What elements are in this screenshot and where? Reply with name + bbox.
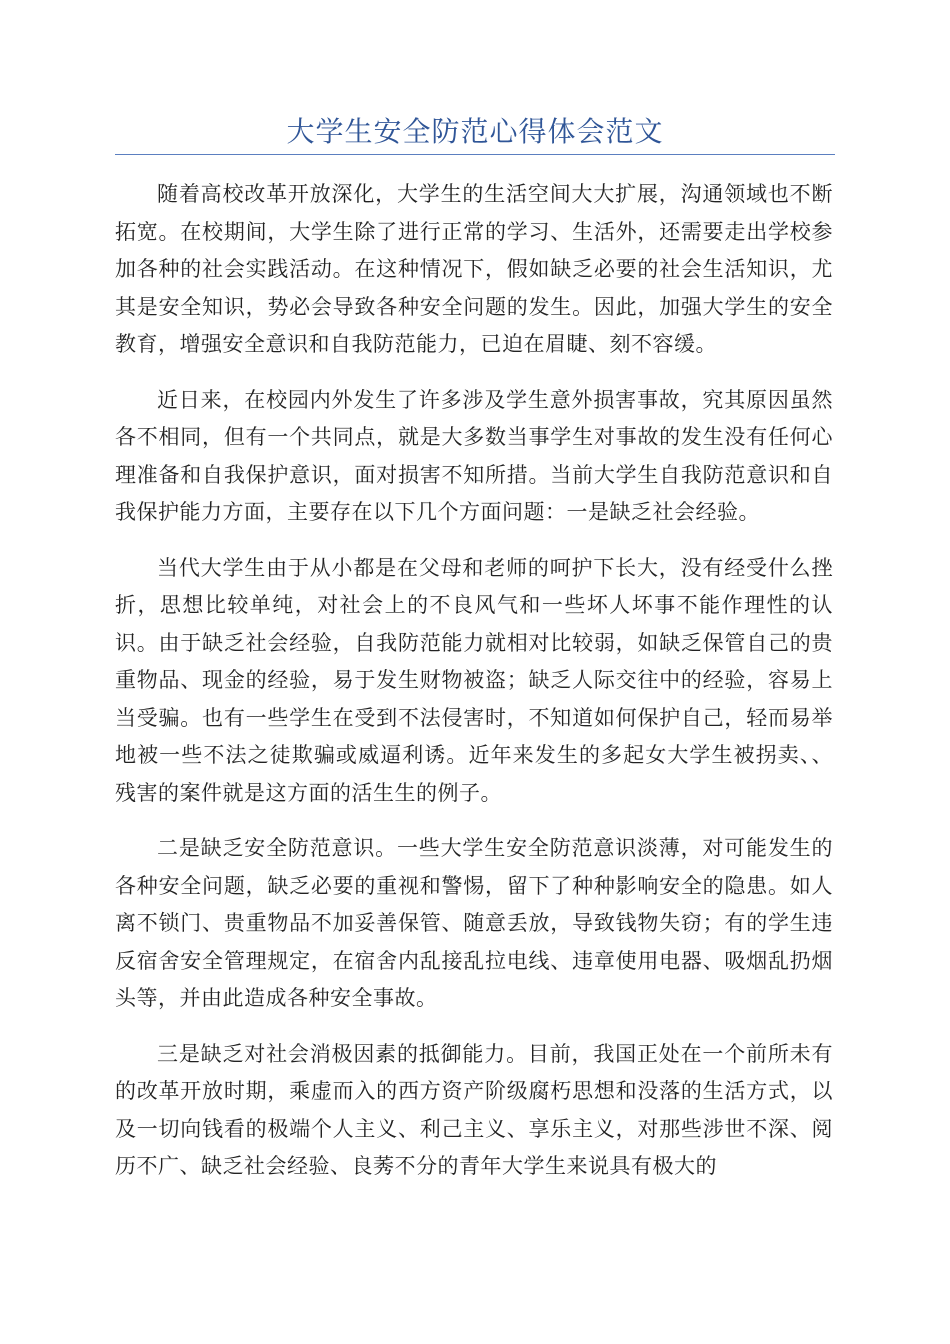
body-paragraph-3: 当代大学生由于从小都是在父母和老师的呵护下长大，没有经受什么挫折，思想比较单纯，对社会上的不良风气和一些坏人坏事不能作理性的认识。由于缺乏社会经验，自我防范能力就相对比较弱，如缺乏保管自己的贵重物品、现金的经验，易于发生财物被盗；缺乏人际交往中的经验，容易上当受骗。也有一些学生在受到不法侵害时，不知道如何保护自己，轻而易举地被一些不法之徒欺骗或威逼利诱。近年来发生的多起女大学生被拐卖、、残害的案件就是这方面的活生生的例子。 (115, 555, 833, 805)
document-body (115, 176, 833, 1204)
document-title: 大学生安全防范心得体会范文 (286, 115, 664, 148)
title-underline-divider (115, 154, 835, 155)
body-paragraph-2: 近日来，在校园内外发生了许多涉及学生意外损害事故，究其原因虽然各不相同，但有一个共同点，就是大多数当事学生对事故的发生没有任何心理准备和自我保护意识，面对损害不知所措。当前大学生自我防范意识和自我保护能力方面，主要存在以下几个方面问题：一是缺乏社会经验。 (115, 387, 833, 524)
body-paragraph-1: 随着高校改革开放深化，大学生的生活空间大大扩展，沟通领域也不断拓宽。在校期间，大学生除了进行正常的学习、生活外，还需要走出学校参加各种的社会实践活动。在这种情况下，假如缺乏必要的社会生活知识，尤其是安全知识，势必会导致各种安全问题的发生。因此，加强大学生的安全教育，增强安全意识和自我防范能力，已迫在眉睫、刻不容缓。 (115, 182, 833, 356)
body-paragraph-4: 二是缺乏安全防范意识。一些大学生安全防范意识淡薄，对可能发生的各种安全问题，缺乏必要的重视和警惕，留下了种种影响安全的隐患。如人离不锁门、贵重物品不加妥善保管、随意丢放，导致钱物失窃；有的学生违反宿舍安全管理规定，在宿舍内乱接乱拉电线、违章使用电器、吸烟乱扔烟头等，并由此造成各种安全事故。 (115, 836, 833, 1010)
body-paragraph-5: 三是缺乏对社会消极因素的抵御能力。目前，我国正处在一个前所未有的改革开放时期，乘虚而入的西方资产阶级腐朽思想和没落的生活方式，以及一切向钱看的极端个人主义、利己主义、享乐主义，对那些涉世不深、阅历不广、缺乏社会经验、良莠不分的青年大学生来说具有极大的 (115, 1041, 833, 1178)
